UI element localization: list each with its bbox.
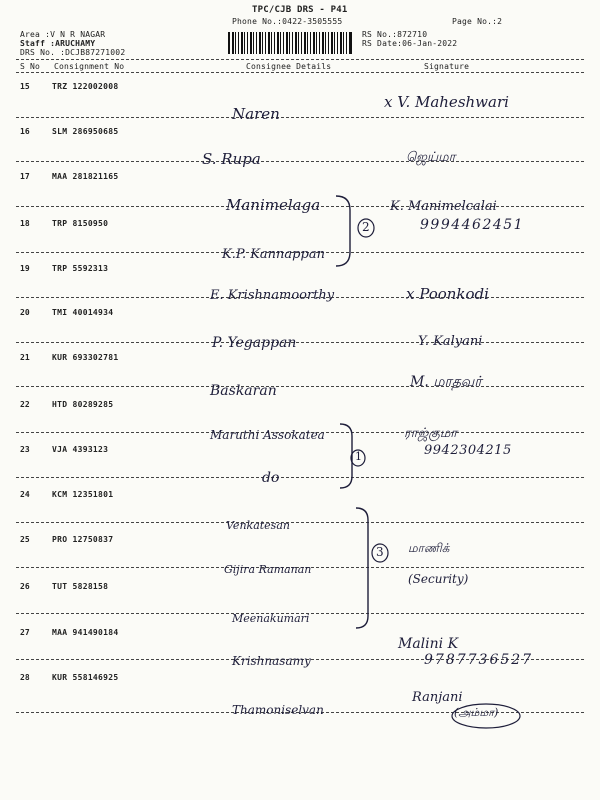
handwritten-name: S. Rupa bbox=[202, 150, 261, 168]
rs-date: RS Date:06-Jan-2022 bbox=[362, 39, 458, 48]
bracket-count: 2 bbox=[362, 220, 370, 234]
area-label: Area :V N R NAGAR bbox=[20, 30, 106, 39]
row-consignment: KCM 12351801 bbox=[52, 490, 114, 499]
handwritten-name: Naren bbox=[232, 105, 280, 123]
handwritten-name: Maruthi Assokatea bbox=[210, 428, 325, 442]
row-sno: 20 bbox=[20, 308, 30, 317]
row-sno: 21 bbox=[20, 353, 30, 362]
handwritten-name: Krishnasamy bbox=[232, 654, 311, 668]
row-sno: 18 bbox=[20, 219, 30, 228]
handwritten-signature: ஜெய்மா bbox=[406, 150, 456, 165]
handwritten-name: E. Krishnamoorthy bbox=[210, 288, 335, 303]
handwritten-signature: K. Manimelcalai bbox=[390, 199, 497, 214]
handwritten-name: Meenakumari bbox=[232, 612, 310, 625]
row-sno: 16 bbox=[20, 127, 30, 136]
column-sno: S No bbox=[20, 62, 41, 71]
handwritten-signature: M. மாதவர் bbox=[410, 374, 482, 390]
bracket-mark bbox=[340, 424, 352, 488]
rs-number: RS No.:872710 bbox=[362, 30, 428, 39]
drs-number: DRS No. :DCJB87271002 bbox=[20, 48, 126, 57]
row-consignment: TRZ 122002008 bbox=[52, 82, 119, 91]
handwritten-signature: ராஜ்குமா bbox=[404, 426, 458, 441]
column-consignment: Consignment No bbox=[54, 62, 125, 71]
row-sno: 19 bbox=[20, 264, 30, 273]
handwritten-signature: (Security) bbox=[408, 572, 469, 586]
row-sno: 24 bbox=[20, 490, 30, 499]
row-consignment: TMI 40014934 bbox=[52, 308, 114, 317]
row-consignment: KUR 558146925 bbox=[52, 673, 119, 682]
row-consignment: TUT 5828158 bbox=[52, 582, 109, 591]
row-consignment: TRP 8150950 bbox=[52, 219, 109, 228]
handwritten-signature: 9787736527 bbox=[424, 652, 534, 668]
row-sno: 22 bbox=[20, 400, 30, 409]
row-sno: 15 bbox=[20, 82, 30, 91]
row-sno: 28 bbox=[20, 673, 30, 682]
row-consignment: MAA 941490184 bbox=[52, 628, 119, 637]
row-sno: 27 bbox=[20, 628, 30, 637]
row-sno: 26 bbox=[20, 582, 30, 591]
handwritten-signature: Malini K bbox=[398, 636, 459, 652]
handwritten-signature: x Poonkodi bbox=[406, 285, 489, 303]
handwritten-name: K.P. Kannappan bbox=[222, 247, 325, 262]
page-number: Page No.:2 bbox=[452, 17, 503, 26]
bracket-count: 3 bbox=[376, 545, 384, 559]
handwritten-signature: 9994462451 bbox=[420, 217, 525, 233]
handwritten-signature: Ranjani bbox=[412, 690, 463, 705]
row-consignment: KUR 693302781 bbox=[52, 353, 119, 362]
row-consignment: VJA 4393123 bbox=[52, 445, 109, 454]
row-consignment: SLM 286950685 bbox=[52, 127, 119, 136]
row-sno: 23 bbox=[20, 445, 30, 454]
document-title: TPC/CJB DRS - P41 bbox=[252, 5, 348, 15]
handwritten-name: Gijira Ramanan bbox=[224, 563, 312, 576]
row-consignment: TRP 5592313 bbox=[52, 264, 109, 273]
bracket-mark bbox=[336, 196, 350, 266]
handwritten-signature: மாணிக் bbox=[408, 541, 450, 555]
handwritten-signature: (அம்மா) bbox=[454, 706, 499, 719]
bracket-count: 1 bbox=[355, 450, 362, 463]
handwritten-name: P. Yegappan bbox=[212, 335, 297, 351]
row-consignment: HTD 80289285 bbox=[52, 400, 114, 409]
handwritten-signature: x V. Maheshwari bbox=[384, 93, 509, 111]
handwritten-name: do bbox=[262, 470, 280, 486]
handwritten-name: Venkatesan bbox=[226, 519, 290, 532]
signature-circle bbox=[452, 704, 520, 728]
phone-number: Phone No.:0422-3505555 bbox=[232, 17, 343, 26]
row-consignment: PRO 12750837 bbox=[52, 535, 114, 544]
row-sno: 17 bbox=[20, 172, 30, 181]
column-consignee: Consignee Details bbox=[246, 62, 332, 71]
staff-label: Staff :ARUCHAMY bbox=[20, 39, 96, 48]
column-signature: Signature bbox=[424, 62, 470, 71]
handwritten-name: Thamoniselvan bbox=[232, 703, 324, 717]
handwritten-name: Manimelaga bbox=[226, 196, 321, 214]
row-consignment: MAA 281821165 bbox=[52, 172, 119, 181]
row-sno: 25 bbox=[20, 535, 30, 544]
handwritten-signature: Y. Kalyani bbox=[418, 334, 483, 349]
handwritten-name: Baskaran bbox=[210, 383, 277, 399]
handwritten-signature: 9942304215 bbox=[424, 443, 512, 458]
bracket-mark bbox=[356, 508, 368, 628]
